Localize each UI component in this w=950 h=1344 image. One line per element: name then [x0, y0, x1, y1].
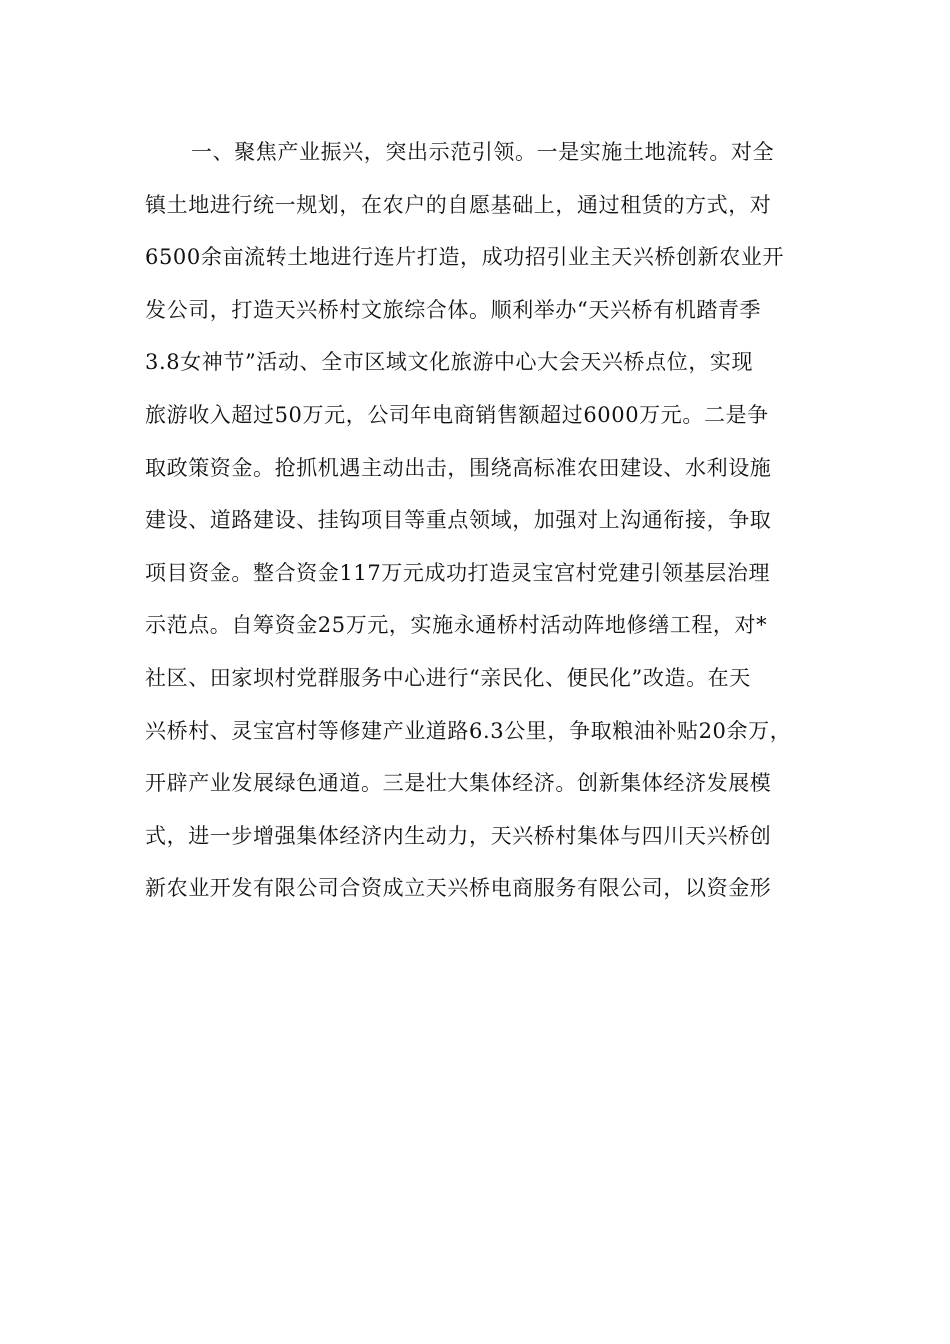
paragraph-line: 旅游收入超过50万元，公司年电商销售额超过6000万元。二是争 [145, 402, 769, 427]
body-paragraph [145, 126, 810, 915]
paragraph-line: 一、聚焦产业振兴，突出示范引领。一是实施土地流转。对全 [191, 140, 775, 164]
paragraph-line: 开辟产业发展绿色通道。三是壮大集体经济。创新集体经济发展模 [145, 771, 772, 796]
paragraph-line: 兴桥村、灵宝宫村等修建产业道路6.3公里，争取粮油补贴20余万， [145, 718, 792, 743]
paragraph-line: 社区、田家坝村党群服务中心进行“亲民化、便民化”改造。在天 [145, 665, 751, 690]
paragraph-line: 建设、道路建设、挂钩项目等重点领域，加强对上沟通衔接，争取 [145, 508, 772, 533]
paragraph-line: 发公司，打造天兴桥村文旅综合体。顺利举办“天兴桥有机踏青季 [145, 297, 762, 322]
paragraph-line: 新农业开发有限公司合资成立天兴桥电商服务有限公司，以资金形 [145, 876, 772, 901]
paragraph-line: 3.8女神节”活动、全市区域文化旅游中心大会天兴桥点位，实现 [145, 350, 754, 375]
paragraph-line: 镇土地进行统一规划，在农户的自愿基础上，通过租赁的方式，对 [145, 192, 772, 217]
paragraph-line: 示范点。自筹资金25万元，实施永通桥村活动阵地修缮工程，对* [145, 613, 768, 638]
paragraph-line: 项目资金。整合资金117万元成功打造灵宝宫村党建引领基层治理 [145, 560, 771, 585]
paragraph-line: 式，进一步增强集体经济内生动力，天兴桥村集体与四川天兴桥创 [145, 823, 772, 848]
paragraph-line: 6500余亩流转土地进行连片打造，成功招引业主天兴桥创新农业开 [145, 245, 785, 270]
paragraph-line: 取政策资金。抢抓机遇主动出击，围绕高标准农田建设、水利设施 [145, 455, 772, 480]
